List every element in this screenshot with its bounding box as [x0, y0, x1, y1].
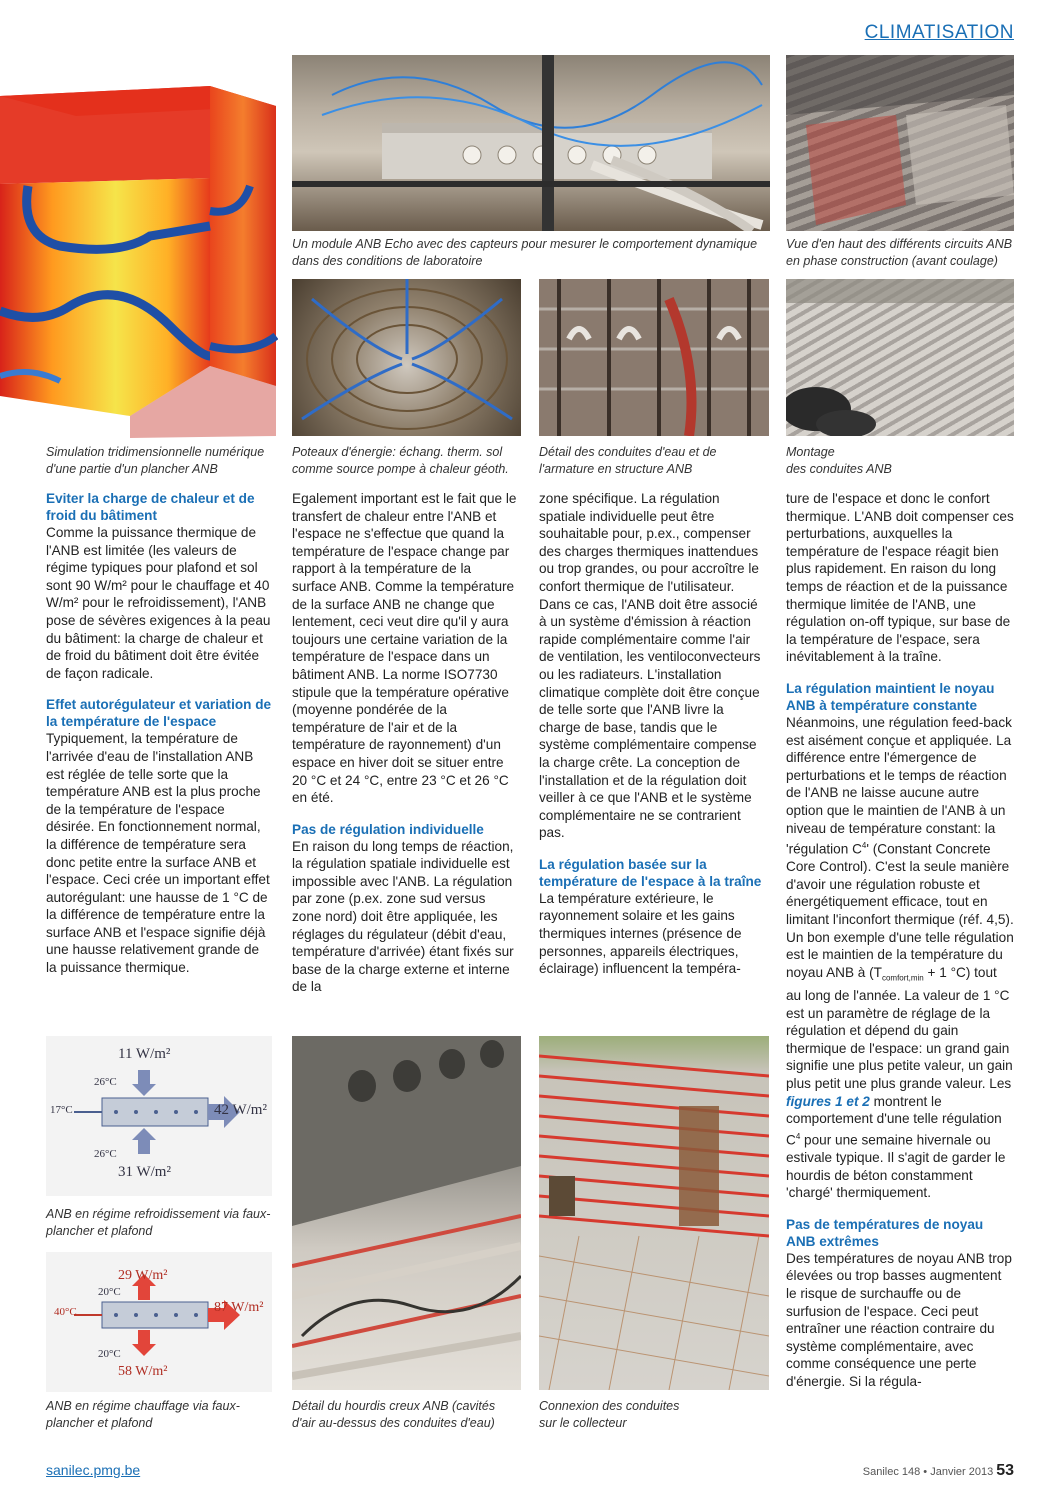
- footer-site-link[interactable]: sanilec.pmg.be: [46, 1462, 141, 1478]
- caption-simulation: Simulation tridimensionnelle numérique d'une partie d'un plancher ANB: [46, 445, 265, 476]
- caption-hourdis: Détail du hourdis creux ANB (cavités d'air au-dessus des conduites d'eau): [292, 1399, 496, 1430]
- paragraph-zone-specifique: zone spécifique. La régulation spatiale individuelle peut être souhaitable pour, p.ex., compenser des charges thermiques inattendues ou trop grandes, ou pour accroître le confort thermique de l'utilisateur. Dans ce cas, l'ANB doit être associé à un système d'émission à réaction rapide complémentaire comme l'air de ventilation, les ventiloconvecteurs ou les radiateurs. L'installation climatique complète doit être conçue de telle sorte que l'ANB livre la charge de base, tandis que le système complémentaire compense la charge crête. La conception de l'installation et de la régulation doit veiller à ce que l'ANB et le système complémentaire ne se contrarient pas.: [539, 491, 761, 841]
- column-2: [292, 490, 518, 1010]
- section-title: CLIMATISATION: [864, 22, 1014, 43]
- cooling-top-temp: 26°C: [94, 1076, 117, 1088]
- heading-effet-autoregulateur: Effet autorégulateur et variation de la température de l'espace: [46, 697, 272, 730]
- heating-right-flux: 87 W/m²: [214, 1300, 264, 1315]
- caption-circuits-top: Vue d'en haut des différents circuits ANB en phase construction (avant coulage): [786, 237, 1013, 268]
- paragraph-effet-autoregulateur: Typiquement, la température de l'arrivée d'eau de l'installation ANB est réglée de telle sorte que la température ANB est la plus proche de la température de l'espace désirée. En fonctionnement normal, la différence de température sera donc petite entre la surface ANB et l'espace. Ceci crée un important effet autorégulant: une hausse de 1 °C de la différence de température entre la surface ANB et l'espace signifie déjà une hausse relativement grande de la puissance thermique.: [46, 731, 270, 976]
- paragraph-pas-de-regulation: En raison du long temps de réaction, la régulation spatiale individuelle est impossible avec l'ANB. La régulation par zone (p.ex. zone sud versus zone nord) doit être appliquée, les réglages du régulateur (débit d'eau, température d'arrivée) étant fixés sur base de la charge externe et interne de la: [292, 838, 514, 995]
- caption-connexion-2: sur le collecteur: [539, 1416, 627, 1430]
- cooling-right-flux: 42 W/m²: [214, 1102, 267, 1118]
- paragraph-confort-thermique: ture de l'espace et donc le confort thermique. L'ANB doit compenser ces perturbations, auxquelles la température de l'espace réagit bien plus rapidement. En raison du long temps de réaction et de la puissance thermique limitée de l'ANB, une régulation on-off typique, sur base de la température de l'espace, sera inévitablement à la traîne.: [786, 491, 1014, 665]
- cooling-top-flux: 11 W/m²: [118, 1046, 171, 1062]
- cooling-bottom-flux: 31 W/m²: [118, 1164, 171, 1180]
- caption-heating: ANB en régime chauffage via faux-plancher et plafond: [46, 1399, 240, 1430]
- montage-photo: [786, 279, 1014, 436]
- circuits-top-photo: [786, 55, 1014, 231]
- heating-left-temp: 40°C: [54, 1306, 77, 1318]
- paragraph-noyau-constant: Néanmoins, une régulation feed-back est aisément conçue et appliquée. La différence entre l'émergence de perturbations et le temps de réaction de l'ANB ne laisse aucune autre option que le maintien de l'ANB à un niveau de température constant: la 'régulation $C^4'$ (Constant Concrete Core Control). C'est la seule manière d'avoir une régulation robuste et énergétiquement efficace, tout en limitant l'inconfort thermique (réf. 4,5). Un bon exemple d'une telle régulation est le maintien de la température du noyau ANB à ($T_{comfort,min} + 1$ °C) tout au long de l'année. La valeur de 1 °C est un paramètre de réglage de la régulation et dépend du gain thermique de l'espace: un grand gain signifie une plus petite valeur, un gain plus petit une plus grande valeur. Les figures 1 et 2 montrent le comportement d'une telle régulation $C^4$ pour une semaine hivernale ou estivale typique. Il s'agit de garder le hourdis de béton constamment 'chargé' thermiquement.: [786, 714, 1014, 1201]
- column-1: [46, 490, 272, 991]
- caption-detail-conduites: Détail des conduites d'eau et de l'armature en structure ANB: [539, 445, 717, 476]
- caption-anb-echo: Un module ANB Echo avec des capteurs pour mesurer le comportement dynamique dans des conditions de laboratoire: [292, 237, 758, 268]
- collecteur-photo: [539, 1036, 769, 1390]
- paragraph-regulation-traine: La température extérieure, le rayonnement solaire et les gains thermiques internes (présence de personnes, appareils électriques, éclairage) influencent la tempéra-: [539, 890, 742, 977]
- poteaux-photo: [292, 279, 521, 436]
- heating-top-flux: 29 W/m²: [118, 1268, 168, 1283]
- caption-connexion-1: Connexion des conduites: [539, 1399, 680, 1413]
- conduites-detail-photo: [539, 279, 769, 436]
- simulation-image: [0, 66, 278, 438]
- heading-noyau-constant: La régulation maintient le noyau ANB à température constante: [786, 680, 995, 713]
- heading-temperatures-extremes: Pas de températures de noyau ANB extrêmes: [786, 1216, 984, 1249]
- caption-montage-2: des conduites ANB: [786, 462, 892, 476]
- anb-echo-photo: [292, 55, 770, 231]
- caption-poteaux: Poteaux d'énergie: échang. therm. sol comme source pompe à chaleur géoth.: [292, 445, 509, 476]
- heating-top-temp: 20°C: [98, 1286, 121, 1298]
- cooling-bottom-temp: 26°C: [94, 1148, 117, 1160]
- heading-charge-chaleur: Eviter la charge de chaleur et de froid du bâtiment: [46, 491, 255, 523]
- paragraph-transfert-chaleur: Egalement important est le fait que le transfert de chaleur entre l'ANB et l'espace ne s'effectue que quand la température de l'espace change par rapport à la température de la surface ANB. Comme la température de la surface ANB ne change que lentement, ceci veut dire qu'il y aura toujours une certaine variation de la température de l'espace dans un bâtiment ANB. La norme ISO7730 stipule que la température opérative (moyenne pondérée de la température de l'air et de la température de rayonnement) d'un espace en hiver doit se situer entre 20 °C et 24 °C, entre 23 °C et 26 °C en été.: [292, 491, 517, 806]
- heading-pas-de-regulation: Pas de régulation individuelle: [292, 821, 484, 837]
- column-3: [539, 490, 765, 992]
- paragraph-temperatures-extremes: Des températures de noyau ANB trop élevées ou trop basses augmentent le risque de surchauffe ou de surfusion de l'espace. Ceci peut entraîner une réaction contraire du système complémentaire, avec comme conséquence une perte d'énergie. Si la régula-: [786, 1250, 1012, 1389]
- figures-link[interactable]: figures 1 et 2: [786, 1093, 870, 1109]
- cooling-diagram: [46, 1036, 272, 1196]
- paragraph-charge-chaleur: Comme la puissance thermique de l'ANB est limitée (les valeurs de régime typiques pour plafond et sol sont 90 W/m² pour le chauffage et 40 W/m² pour le refroidissement), l'ANB pose de sévères exigences à la peau du bâtiment: la charge de chaleur et de froid du bâtiment doit être évitée de façon radicale.: [46, 525, 271, 681]
- caption-montage-1: Montage: [786, 445, 835, 459]
- heating-bottom-flux: 58 W/m²: [118, 1364, 168, 1379]
- heating-bottom-temp: 20°C: [98, 1348, 121, 1360]
- column-4: [786, 490, 1014, 1405]
- cooling-left-temp: 17°C: [50, 1104, 73, 1116]
- heading-regulation-traine: La régulation basée sur la température de l'espace à la traîne: [539, 856, 762, 889]
- heating-diagram: [46, 1252, 272, 1392]
- page-number: 53: [996, 1462, 1014, 1479]
- hourdis-photo: [292, 1036, 521, 1390]
- footer-issue: Sanilec 148 • Janvier 2013 53: [862, 1462, 1014, 1479]
- caption-cooling: ANB en régime refroidissement via faux-plancher et plafond: [46, 1207, 271, 1238]
